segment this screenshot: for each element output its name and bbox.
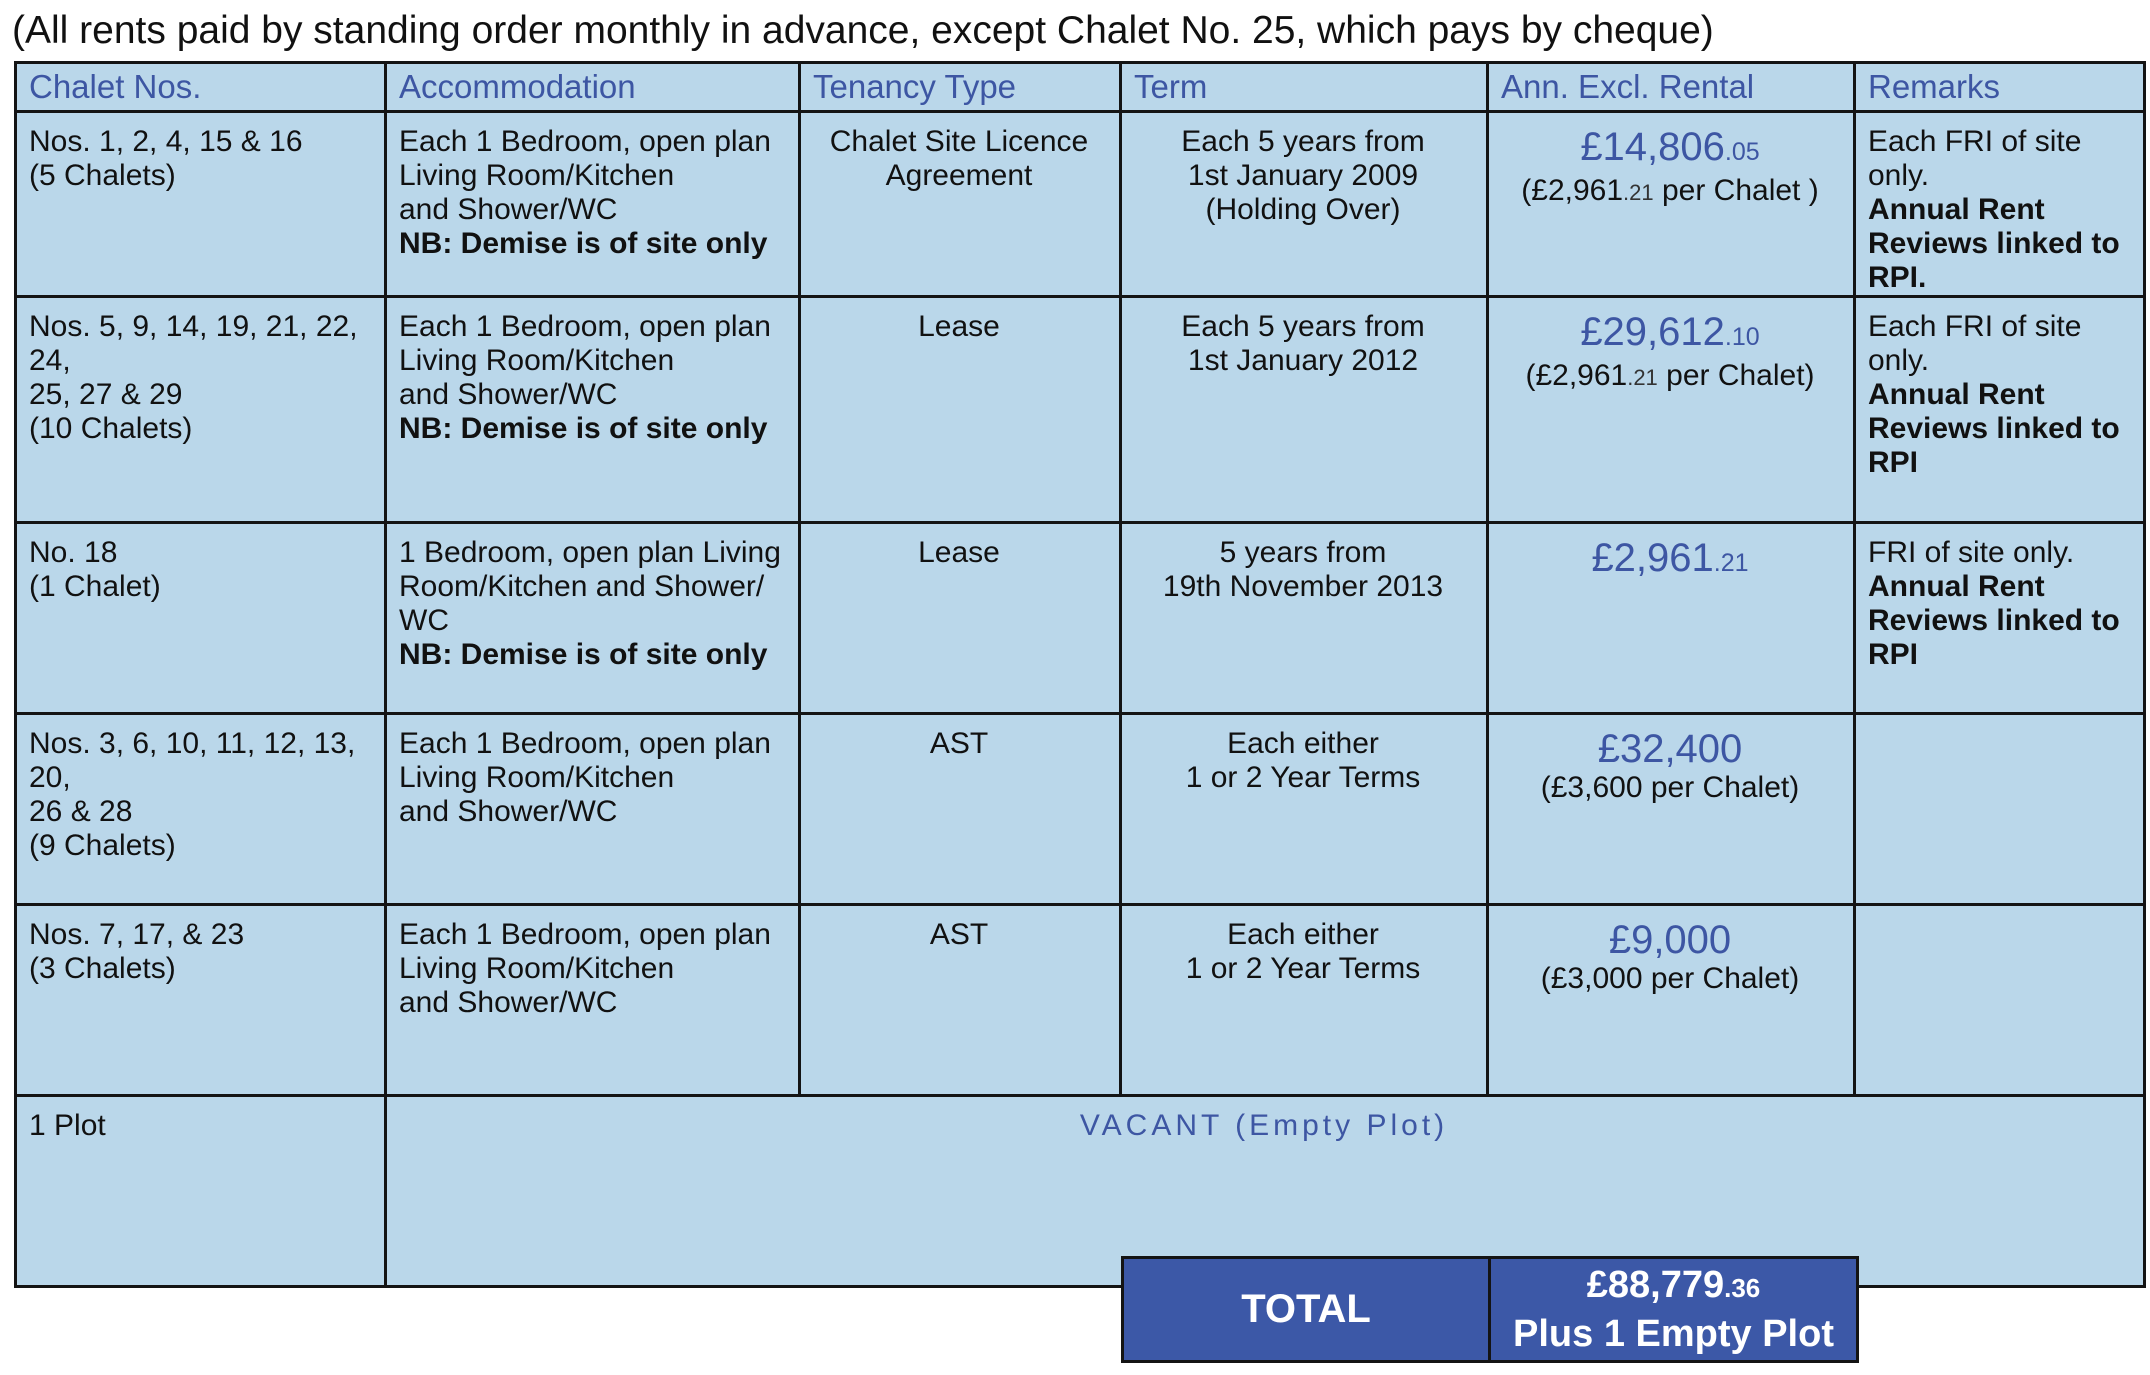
chalet-nos-line: Nos. 7, 17, & 23 [29, 918, 245, 951]
tenancy-line: Lease [918, 536, 1000, 569]
col-header-tenancy-type: Tenancy Type [800, 63, 1121, 112]
remarks-cell [1855, 523, 2145, 714]
chalet-nos-cell [16, 297, 386, 523]
accommodation-cell [386, 905, 800, 1096]
remarks-cell [1855, 714, 2145, 905]
tenancy-type-cell [800, 297, 1121, 523]
rent-per-chalet [1501, 359, 1839, 395]
chalet-nos-cell [16, 112, 386, 297]
term-line: Each either [1227, 918, 1379, 951]
term-cell [1121, 714, 1488, 905]
remarks-text: Each FRI of site only. [1868, 310, 2082, 377]
accommodation-line: Living Room/Kitchen [399, 761, 675, 794]
per-chalet-suffix: per Chalet) [1657, 359, 1815, 392]
term-cell [1121, 905, 1488, 1096]
table-row [16, 714, 2145, 905]
chalet-nos-cell [16, 714, 386, 905]
vacant-plot-status: VACANT (Empty Plot) [386, 1096, 2145, 1287]
accommodation-line: and Shower/WC [399, 795, 618, 828]
chalet-count: (10 Chalets) [29, 412, 193, 445]
accommodation-line: and Shower/WC [399, 986, 618, 1019]
rent-pounds: £2,961 [1591, 536, 1714, 580]
rent-per-chalet: (£3,000 per Chalet) [1540, 962, 1800, 995]
remarks-bold-line: Annual Rent [1868, 570, 2045, 603]
annual-rent [1501, 310, 1839, 359]
tenancy-type-cell [800, 905, 1121, 1096]
term-line: 19th November 2013 [1162, 570, 1444, 603]
table-row [16, 112, 2145, 297]
remarks-bold-line: Reviews linked to [1868, 604, 2120, 637]
chalet-nos-line: Nos. 5, 9, 14, 19, 21, 22, 24, [29, 310, 358, 377]
accommodation-line: Living Room/Kitchen [399, 344, 675, 377]
remarks-bold-line: Reviews linked to [1868, 412, 2120, 445]
rental-cell [1488, 523, 1855, 714]
accommodation-line: Each 1 Bedroom, open plan [399, 125, 771, 158]
remarks-bold-line: RPI [1868, 446, 1919, 479]
tenancy-line: Lease [918, 310, 1000, 343]
remarks-bold-line: Annual Rent [1868, 193, 2045, 226]
tenancy-type-cell [800, 112, 1121, 297]
table-row [16, 523, 2145, 714]
accommodation-line: Living Room/Kitchen [399, 159, 675, 192]
plot-label: 1 Plot [29, 1109, 106, 1142]
term-cell [1121, 297, 1488, 523]
per-chalet-suffix: per Chalet ) [1653, 174, 1819, 207]
payment-note: (All rents paid by standing order monthly in advance, except Chalet No. 25, which pays by cheque) [12, 9, 1714, 52]
term-line: (Holding Over) [1205, 193, 1401, 226]
term-line: 1st January 2009 [1187, 159, 1419, 192]
rent-per-chalet [1501, 174, 1839, 210]
tenancy-line: Agreement [885, 159, 1033, 192]
tenancy-type-cell [800, 523, 1121, 714]
accommodation-line: 1 Bedroom, open plan Living [399, 536, 781, 569]
remarks-cell [1855, 905, 2145, 1096]
per-chalet-pence: .21 [1627, 365, 1658, 390]
remarks-cell [1855, 297, 2145, 523]
chalet-nos-line: No. 18 [29, 536, 118, 569]
chalet-nos-line: 25, 27 & 29 [29, 378, 183, 411]
header-row [16, 63, 2145, 112]
total-subtitle: Plus 1 Empty Plot [1513, 1313, 1834, 1355]
total-label: TOTAL [1121, 1256, 1491, 1363]
remarks-text: Each FRI of site only. [1868, 125, 2082, 192]
chalet-nos-line: 26 & 28 [29, 795, 133, 828]
col-header-chalet-nos: Chalet Nos. [16, 63, 386, 112]
col-header-remarks: Remarks [1855, 63, 2145, 112]
term-line: 1 or 2 Year Terms [1185, 952, 1421, 985]
rental-cell [1488, 714, 1855, 905]
total-value [1488, 1256, 1859, 1363]
term-line: 5 years from [1219, 536, 1387, 569]
col-header-term: Term [1121, 63, 1488, 112]
total-pence: .36 [1724, 1273, 1761, 1303]
plot-label-cell [16, 1096, 386, 1287]
accommodation-line: Each 1 Bedroom, open plan [399, 727, 771, 760]
rent-pence: .21 [1713, 549, 1749, 577]
remarks-text: FRI of site only. [1868, 536, 2075, 569]
term-line: Each 5 years from [1181, 310, 1425, 343]
accommodation-line: Living Room/Kitchen [399, 952, 675, 985]
chalet-count: (9 Chalets) [29, 829, 176, 862]
demise-note: NB: Demise is of site only [399, 227, 768, 260]
tenancy-type-cell [800, 714, 1121, 905]
accommodation-line: Room/Kitchen and Shower/ [399, 570, 765, 603]
rental-cell [1488, 112, 1855, 297]
chalet-count: (3 Chalets) [29, 952, 176, 985]
term-line: 1st January 2012 [1187, 344, 1419, 377]
col-header-rental: Ann. Excl. Rental [1488, 63, 1855, 112]
rent-per-chalet: (£3,600 per Chalet) [1540, 771, 1800, 804]
demise-note: NB: Demise is of site only [399, 638, 768, 671]
chalet-nos-line: Nos. 1, 2, 4, 15 & 16 [29, 125, 303, 158]
annual-rent: £9,000 [1608, 918, 1732, 962]
remarks-bold-line: RPI [1868, 638, 1919, 671]
accommodation-line: WC [399, 604, 449, 637]
rent-pence: .10 [1724, 323, 1760, 351]
per-chalet-pounds: (£2,961 [1525, 359, 1628, 392]
accommodation-cell [386, 297, 800, 523]
chalet-nos-cell [16, 905, 386, 1096]
rent-pounds: £14,806 [1580, 125, 1725, 169]
rent-schedule-table [14, 61, 2146, 1288]
remarks-bold-line: Annual Rent [1868, 378, 2045, 411]
tenancy-line: AST [929, 727, 989, 760]
tenancy-line: Chalet Site Licence [829, 125, 1089, 158]
demise-note: NB: Demise is of site only [399, 412, 768, 445]
term-cell [1121, 523, 1488, 714]
per-chalet-pence: .21 [1623, 180, 1654, 205]
accommodation-cell [386, 523, 800, 714]
annual-rent: £32,400 [1597, 727, 1743, 771]
rental-cell [1488, 905, 1855, 1096]
col-header-accommodation: Accommodation [386, 63, 800, 112]
remarks-bold-line: Reviews linked to [1868, 227, 2120, 260]
accommodation-cell [386, 112, 800, 297]
term-line: Each either [1227, 727, 1379, 760]
annual-rent [1501, 536, 1839, 585]
term-line: 1 or 2 Year Terms [1185, 761, 1421, 794]
rent-pence: .05 [1724, 138, 1760, 166]
term-cell [1121, 112, 1488, 297]
total-amount [1587, 1262, 1761, 1311]
term-line: Each 5 years from [1181, 125, 1425, 158]
rent-pounds: £29,612 [1580, 310, 1725, 354]
annual-rent [1501, 125, 1839, 174]
remarks-cell [1855, 112, 2145, 297]
table-row [16, 297, 2145, 523]
table-row [16, 905, 2145, 1096]
chalet-nos-cell [16, 523, 386, 714]
accommodation-line: and Shower/WC [399, 193, 618, 226]
accommodation-line: Each 1 Bedroom, open plan [399, 918, 771, 951]
chalet-nos-line: Nos. 3, 6, 10, 11, 12, 13, 20, [29, 727, 356, 794]
per-chalet-pounds: (£2,961 [1521, 174, 1624, 207]
tenancy-line: AST [929, 918, 989, 951]
accommodation-line: Each 1 Bedroom, open plan [399, 310, 771, 343]
accommodation-cell [386, 714, 800, 905]
chalet-count: (1 Chalet) [29, 570, 161, 603]
rental-cell [1488, 297, 1855, 523]
remarks-bold-line: RPI. [1868, 261, 1927, 294]
total-pounds: £88,779 [1586, 1264, 1725, 1306]
accommodation-line: and Shower/WC [399, 378, 618, 411]
chalet-count: (5 Chalets) [29, 159, 176, 192]
